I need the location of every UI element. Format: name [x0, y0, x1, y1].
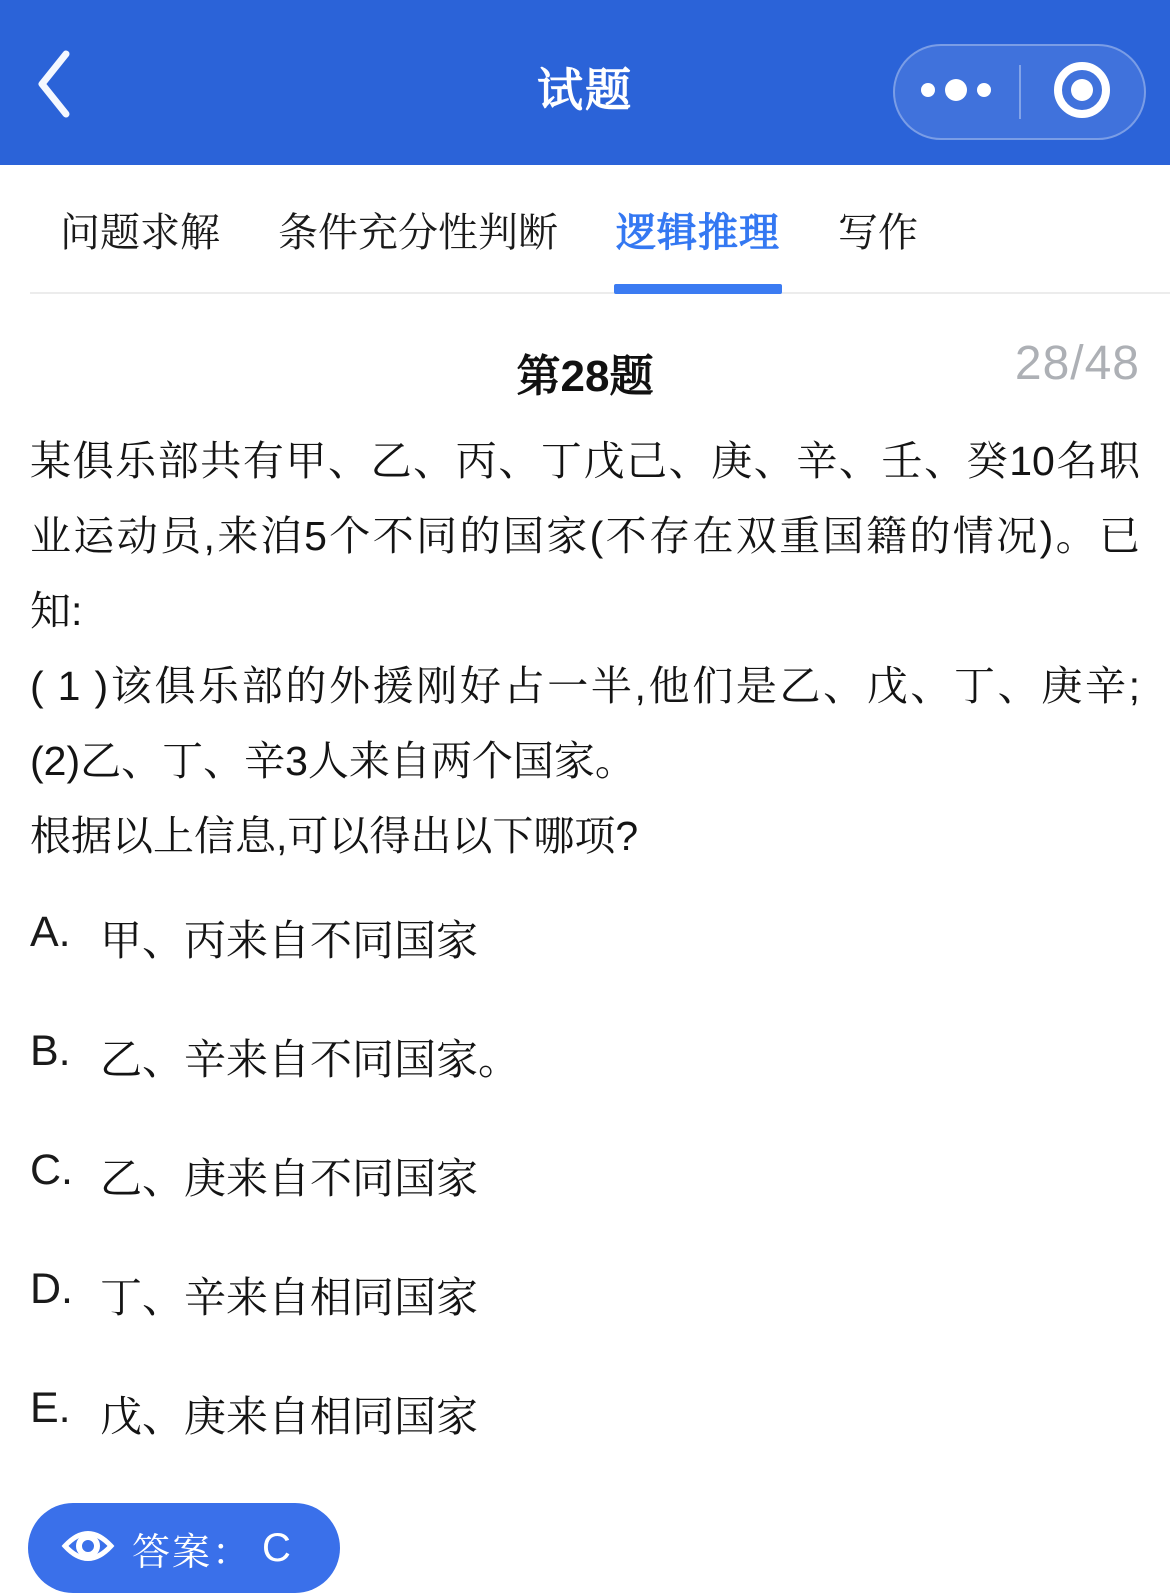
chevron-left-icon: [34, 48, 74, 125]
tab-label: 问题求解: [60, 211, 220, 255]
option-e[interactable]: [30, 1384, 1140, 1444]
option-letter: A.: [30, 908, 71, 956]
more-menu-button[interactable]: [895, 46, 1019, 138]
section-tabbar: [0, 165, 1170, 294]
option-text: 丁、辛来自相同国家: [100, 1274, 479, 1321]
question-line: 业运动员,来洎5个不同的国家(不存在双重国籍的情况)。已: [30, 513, 1140, 559]
show-answer-button[interactable]: [28, 1503, 340, 1593]
question-body: [0, 424, 1170, 874]
option-letter: D.: [30, 1265, 73, 1313]
option-text: 乙、辛来自不同国家。: [100, 1036, 521, 1083]
option-letter: C.: [30, 1146, 73, 1194]
answer-value: C: [262, 1525, 291, 1570]
option-letter: E.: [30, 1384, 71, 1432]
option-b[interactable]: [30, 1027, 1140, 1087]
tab-condition-sufficiency[interactable]: [278, 165, 558, 294]
three-dots-icon: [918, 75, 996, 110]
option-a[interactable]: [30, 908, 1140, 968]
tab-logical-reasoning[interactable]: [616, 165, 780, 294]
option-d[interactable]: [30, 1265, 1140, 1325]
option-letter: B.: [30, 1027, 71, 1075]
miniprogram-capsule: [893, 44, 1146, 140]
eye-icon: [62, 1527, 114, 1570]
back-button[interactable]: [34, 50, 94, 122]
active-tab-underline: [614, 284, 782, 294]
close-minimize-button[interactable]: [1021, 46, 1145, 138]
page-title: 试题: [537, 63, 633, 116]
option-text: 乙、庚来自不同国家: [100, 1155, 479, 1202]
question-number-title: 第28题: [516, 352, 654, 401]
tab-label: 逻辑推理: [616, 211, 780, 255]
tab-label: 条件充分性判断: [278, 211, 558, 255]
tab-writing[interactable]: [838, 165, 918, 294]
app-header: [0, 0, 1170, 165]
question-header-row: [0, 337, 1170, 401]
question-line: (2)乙、丁、辛3人来自两个国家。: [30, 738, 636, 784]
record-target-icon: [1053, 61, 1111, 124]
question-line: 根据以上信息,可以得出以下哪项?: [30, 813, 639, 859]
options-list: [0, 908, 1170, 1444]
option-text: 甲、丙来自不同国家: [100, 917, 479, 964]
tab-label: 写作: [838, 211, 918, 255]
option-text: 戊、庚来自相同国家: [100, 1393, 479, 1440]
question-line: ( 1 )该俱乐部的外援刚好占一半,他们是乙、戊、丁、庚辛;: [30, 663, 1140, 709]
question-progress-counter: 28/48: [1014, 337, 1140, 390]
answer-label: 答案：: [132, 1531, 253, 1574]
option-c[interactable]: [30, 1146, 1140, 1206]
question-line: 某俱乐部共有甲、乙、丙、丁戊己、庚、辛、壬、癸10名职: [30, 438, 1140, 484]
tab-problem-solving[interactable]: [60, 165, 220, 294]
question-line: 知:: [30, 588, 83, 634]
